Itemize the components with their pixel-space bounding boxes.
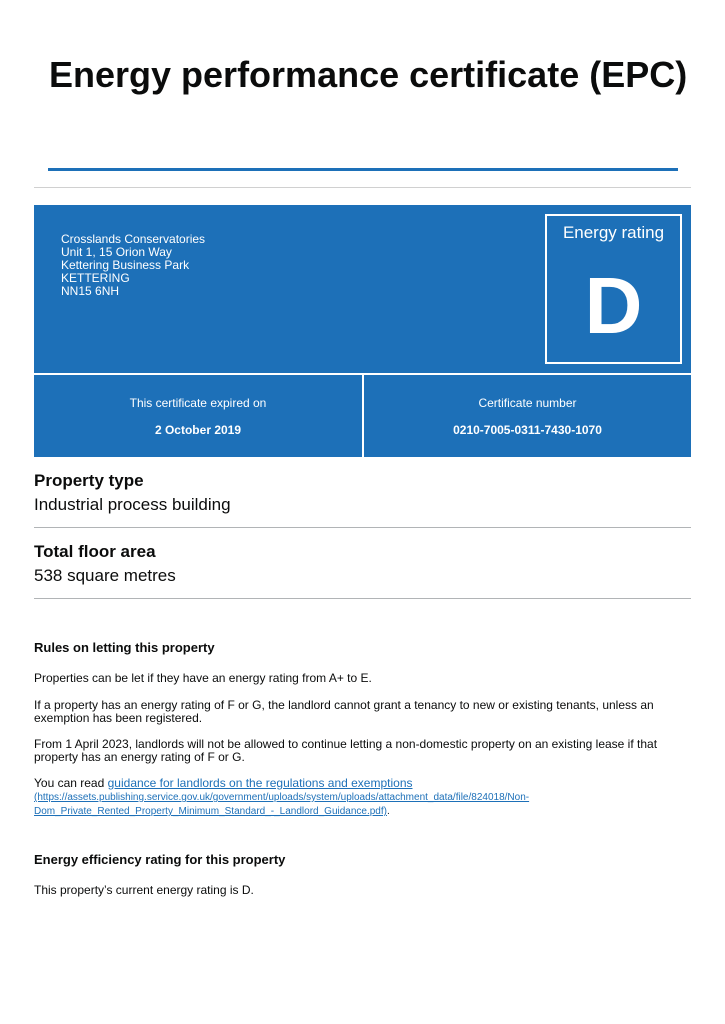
current-rating-text: This property’s current energy rating is D. [34,883,254,897]
section-divider [34,527,691,528]
certificate-number: 0210-7005-0311-7430-1070 [453,423,602,437]
guidance-paragraph [34,777,674,818]
certificate-number-cell [364,375,691,457]
energy-rating-box [545,214,682,364]
energy-rating-label: Energy rating [562,223,665,242]
letting-rules-heading: Rules on letting this property [34,640,215,655]
certificate-expiry-cell [34,375,362,457]
floor-area-heading: Total floor area [34,542,156,561]
page-title: Energy performance certificate (EPC) [49,54,688,95]
guidance-link[interactable]: guidance for landlords on the regulations and exemptions [107,776,413,790]
address-line: Kettering Business Park [61,258,190,272]
property-address [61,233,205,298]
letting-rules-para: Properties can be let if they have an energy rating from A+ to E. [34,671,372,685]
certificate-number-label: Certificate number [478,396,577,410]
property-type-heading: Property type [34,471,144,490]
guidance-prefix: You can read [34,776,108,790]
address-line: Unit 1, 15 Orion Way [61,245,172,259]
letting-rules-para: If a property has an energy rating of F or G, the landlord cannot grant a tenancy to new or existing tenants, unless an exemption has been registered. [34,698,654,725]
letting-rules-para: From 1 April 2023, landlords will not be allowed to continue letting a non-domestic property on an existing lease if that property has an energy rating of F or G. [34,737,658,764]
title-underline [48,168,678,171]
energy-rating-letter: D [584,261,643,350]
property-type-value: Industrial process building [34,495,231,514]
header-divider [34,187,691,188]
certificate-expiry-date: 2 October 2019 [154,423,242,437]
floor-area-value: 538 square metres [34,566,176,585]
address-line: Crosslands Conservatories [61,232,206,246]
guidance-url[interactable]: (https://assets.publishing.service.gov.uk/government/uploads/system/uploads/attachment_data/file/824018/Non- [34,792,530,803]
section-divider [34,598,691,599]
guidance-suffix: . [386,806,390,817]
guidance-url[interactable]: Dom_Private_Rented_Property_Minimum_Standard_-_Landlord_Guidance.pdf) [34,806,387,817]
address-line: NN15 6NH [61,284,120,298]
address-line: KETTERING [61,271,130,285]
efficiency-heading: Energy efficiency rating for this property [34,852,286,867]
certificate-expiry-label: This certificate expired on [129,396,267,410]
